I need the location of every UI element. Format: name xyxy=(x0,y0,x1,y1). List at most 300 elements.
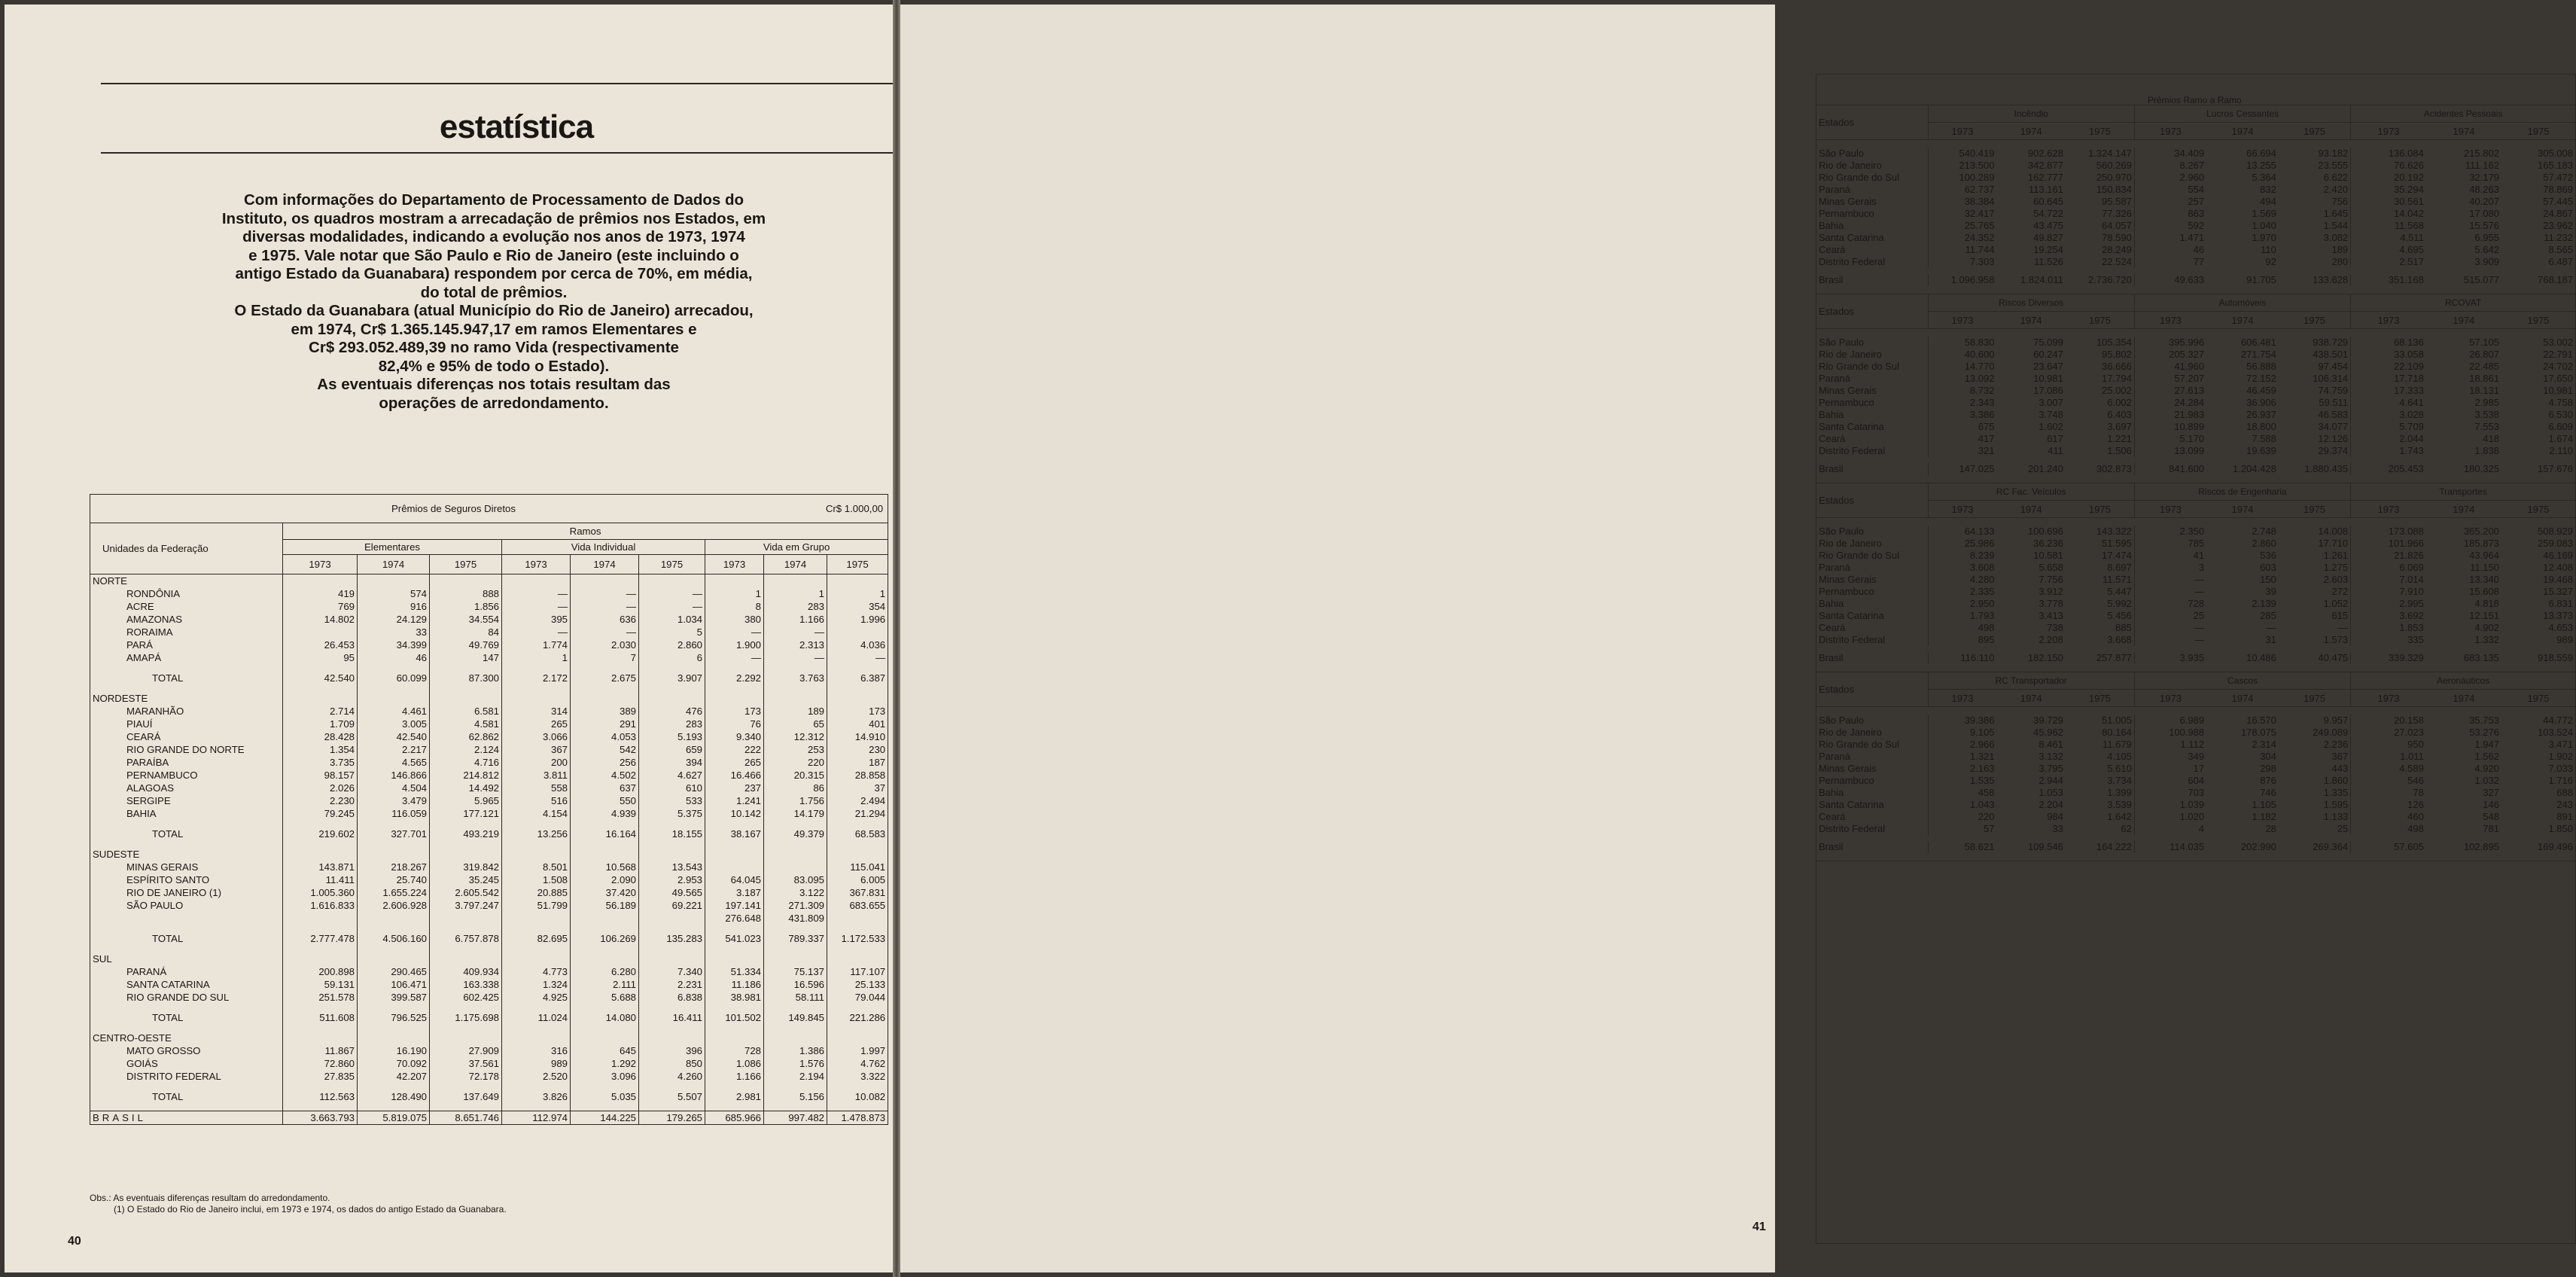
value-cell: 2.494 xyxy=(827,794,888,807)
ramo-group-header: RC Fac. Veículos xyxy=(1928,483,2134,501)
value-cell: 11.526 xyxy=(2034,256,2063,267)
value-cell: 3.007 xyxy=(2039,397,2063,408)
intro-line: antigo Estado da Guanabara) respondem por cerca de 70%, em média, xyxy=(235,265,753,282)
value-cell: 18.861 xyxy=(2469,373,2499,384)
value-cell: 13.373 xyxy=(2543,610,2573,621)
value-cell: 147 xyxy=(430,651,502,664)
brasil-cell: 57.605 xyxy=(2351,841,2426,853)
total-cell: 18.155 xyxy=(639,827,705,840)
value-cell: 1.576 xyxy=(764,1057,827,1070)
heading-rule xyxy=(101,152,895,154)
table-row xyxy=(1816,811,2575,823)
state-name: Rio de Janeiro xyxy=(1819,160,1882,171)
value-cell: 418 xyxy=(2483,433,2499,444)
value-cell: 17 xyxy=(2134,763,2206,775)
table-row xyxy=(1816,196,2575,208)
value-cell: 97.454 xyxy=(2318,361,2349,372)
value-cell xyxy=(502,912,571,925)
year-header: 1974 xyxy=(358,555,430,574)
year-header: 1974 xyxy=(2206,312,2279,329)
table-row xyxy=(90,1070,888,1083)
value-cell: 51.005 xyxy=(2102,715,2132,726)
table-row xyxy=(1816,184,2575,196)
value-cell: 16.466 xyxy=(705,769,764,782)
empty-cell xyxy=(502,952,571,965)
brasil-cell: 2.736.720 xyxy=(2087,274,2132,285)
state-name: São Paulo xyxy=(1819,337,1864,348)
value-cell: 189 xyxy=(2331,244,2349,255)
empty-cell xyxy=(827,952,888,965)
brasil-cell: 49.633 xyxy=(2134,274,2206,286)
table-row xyxy=(1816,373,2575,385)
state-name: SANTA CATARINA xyxy=(126,979,210,990)
value-cell: 178.075 xyxy=(2240,727,2276,738)
intro-line: Com informações do Departamento de Processamento de Dados do xyxy=(243,191,744,209)
intro-line: As eventuais diferenças nos totais resultam das xyxy=(317,376,671,393)
state-name: Distrito Federal xyxy=(1819,256,1886,267)
value-cell: 256 xyxy=(571,756,639,769)
brasil-cell: 8.651.746 xyxy=(430,1111,502,1125)
year-header: 1973 xyxy=(2351,690,2426,707)
value-cell: — xyxy=(764,626,827,638)
value-cell: 1.900 xyxy=(705,638,764,651)
value-cell: 4.641 xyxy=(2351,397,2426,409)
table-row xyxy=(1816,538,2575,550)
total-cell: 14.080 xyxy=(571,1011,639,1024)
value-cell: 173 xyxy=(705,705,764,718)
value-cell: 222 xyxy=(705,743,764,756)
value-cell: 1.970 xyxy=(2252,232,2276,243)
value-cell: 265 xyxy=(502,718,571,730)
year-header: 1974 xyxy=(571,555,639,574)
value-cell: 3.096 xyxy=(571,1070,639,1083)
value-cell: 78.869 xyxy=(2543,184,2573,195)
table-row xyxy=(90,743,888,756)
value-cell: 409.934 xyxy=(430,965,502,978)
value-cell: 34.554 xyxy=(430,613,502,626)
value-cell: 542 xyxy=(571,743,639,756)
value-cell: 19.639 xyxy=(2246,445,2276,456)
value-cell: 285 xyxy=(2260,610,2276,621)
value-cell: 3.748 xyxy=(2039,409,2063,420)
value-cell: 146.866 xyxy=(358,769,430,782)
year-header: 1974 xyxy=(2206,690,2279,707)
value-cell: 111.162 xyxy=(2465,160,2499,171)
value-cell: 8.565 xyxy=(2548,244,2573,255)
value-cell: 17.794 xyxy=(2102,373,2132,384)
value-cell: 4.105 xyxy=(2107,751,2132,762)
value-cell: 200.898 xyxy=(283,965,358,978)
value-cell: 40.600 xyxy=(1928,349,1996,361)
value-cell: 21.826 xyxy=(2351,550,2426,562)
table-row xyxy=(90,600,888,613)
value-cell: 1.508 xyxy=(502,873,571,886)
total-cell: 221.286 xyxy=(827,1011,888,1024)
value-cell: 769 xyxy=(283,600,358,613)
value-cell: 2.111 xyxy=(571,978,639,991)
value-cell: 550 xyxy=(571,794,639,807)
value-cell: 1.471 xyxy=(2134,232,2206,244)
state-name: RIO GRANDE DO SUL xyxy=(126,992,230,1003)
value-cell: 213.500 xyxy=(1928,160,1996,172)
value-cell: 19.468 xyxy=(2543,574,2573,585)
group-elementares: Elementares xyxy=(283,540,502,555)
value-cell: 37.561 xyxy=(430,1057,502,1070)
value-cell: 4.653 xyxy=(2548,622,2573,633)
brasil-cell: 10.486 xyxy=(2246,652,2276,663)
value-cell: 5.364 xyxy=(2252,172,2276,183)
value-cell: 4.565 xyxy=(358,756,430,769)
value-cell: 574 xyxy=(358,587,430,600)
value-cell: 28.249 xyxy=(2102,244,2132,255)
ramo-group-header: Riscos Diversos xyxy=(1928,294,2134,312)
state-name: AMAPÁ xyxy=(126,652,162,663)
value-cell: 617 xyxy=(2047,433,2063,444)
total-cell: 87.300 xyxy=(430,672,502,684)
value-cell: — xyxy=(2338,622,2349,633)
region-row xyxy=(90,952,888,965)
total-cell: 11.024 xyxy=(502,1011,571,1024)
value-cell: 3.028 xyxy=(2351,409,2426,421)
book-spine xyxy=(893,0,900,1277)
value-cell: 205.327 xyxy=(2134,349,2206,361)
value-cell: 5.375 xyxy=(639,807,705,820)
value-cell: 1.774 xyxy=(502,638,571,651)
value-cell xyxy=(283,912,358,925)
value-cell: 11.571 xyxy=(2103,574,2132,585)
value-cell: 43.964 xyxy=(2469,550,2499,561)
value-cell: 10.581 xyxy=(2033,550,2063,561)
total-cell: 49.379 xyxy=(764,827,827,840)
empty-cell xyxy=(283,952,358,965)
value-cell: 6.581 xyxy=(430,705,502,718)
value-cell: 1.793 xyxy=(1928,610,1996,622)
brasil-cell: 302.873 xyxy=(2096,463,2132,474)
intro-line: 82,4% e 95% de todo o Estado). xyxy=(378,357,610,375)
state-name: Paraná xyxy=(1819,373,1850,384)
value-cell: 115.041 xyxy=(827,861,888,873)
state-name: RIO GRANDE DO NORTE xyxy=(126,744,245,755)
value-cell: 2.163 xyxy=(1928,763,1996,775)
table-row xyxy=(90,794,888,807)
value-cell: 290.465 xyxy=(358,965,430,978)
value-cell: 11.411 xyxy=(283,873,358,886)
intro-line: Cr$ 293.052.489,39 no ramo Vida (respectivamente xyxy=(309,339,679,356)
value-cell: 271.754 xyxy=(2240,349,2276,360)
brasil-row xyxy=(1816,652,2575,664)
table-row xyxy=(1816,775,2575,787)
value-cell: 4.511 xyxy=(2351,232,2426,244)
value-cell: 554 xyxy=(2134,184,2206,196)
empty-cell xyxy=(764,1032,827,1044)
value-cell: 280 xyxy=(2331,256,2349,267)
total-cell: 2.675 xyxy=(571,672,639,684)
value-cell: 2.966 xyxy=(1928,739,1996,751)
value-cell: 1.335 xyxy=(2323,787,2349,798)
value-cell: 17.086 xyxy=(2033,385,2063,396)
value-cell: 14.008 xyxy=(2318,526,2349,537)
state-name: Santa Catarina xyxy=(1819,232,1884,243)
table-row xyxy=(1816,409,2575,421)
total-cell: 493.219 xyxy=(430,827,502,840)
total-cell: 5.035 xyxy=(571,1090,639,1103)
value-cell: 3.082 xyxy=(2323,232,2349,243)
intro-text xyxy=(193,191,795,413)
value-cell: 5.170 xyxy=(2134,433,2206,445)
value-cell: 23.555 xyxy=(2318,160,2349,171)
value-cell: 3 xyxy=(2134,562,2206,574)
value-cell: 16.570 xyxy=(2246,715,2276,726)
total-cell: 135.283 xyxy=(639,932,705,945)
value-cell: 77.326 xyxy=(2102,208,2132,219)
total-label: TOTAL xyxy=(152,1012,184,1023)
value-cell: 106.471 xyxy=(358,978,430,991)
total-cell: 106.269 xyxy=(571,932,639,945)
value-cell: 5.688 xyxy=(571,991,639,1004)
value-cell: 33 xyxy=(358,626,430,638)
table-row xyxy=(1816,634,2575,646)
ramo-group-header: Lucros Cessantes xyxy=(2134,105,2350,123)
table-row xyxy=(1816,598,2575,610)
value-cell: 2.030 xyxy=(571,638,639,651)
value-cell: 2.026 xyxy=(283,782,358,794)
state-name: Paraná xyxy=(1819,562,1850,573)
brasil-cell: 257.877 xyxy=(2096,652,2132,663)
brasil-cell: 147.025 xyxy=(1928,463,1996,475)
value-cell: — xyxy=(2134,574,2206,586)
value-cell: 1.997 xyxy=(827,1044,888,1057)
value-cell: 24.867 xyxy=(2543,208,2573,219)
table-row xyxy=(90,587,888,600)
value-cell: 349 xyxy=(2134,751,2206,763)
value-cell: 14.179 xyxy=(764,807,827,820)
value-cell: 64.133 xyxy=(1928,526,1996,538)
value-cell: 57.472 xyxy=(2543,172,2573,183)
state-name: Bahia xyxy=(1819,787,1844,798)
value-cell: 41 xyxy=(2134,550,2206,562)
value-cell: 36.666 xyxy=(2102,361,2132,372)
state-name: Ceará xyxy=(1819,433,1846,444)
table-row xyxy=(90,756,888,769)
top-rule xyxy=(101,83,895,84)
value-cell: 22.791 xyxy=(2543,349,2573,360)
value-cell: 1.005.360 xyxy=(283,886,358,899)
region-row xyxy=(90,692,888,705)
brasil-row xyxy=(1816,463,2575,475)
table-row xyxy=(1816,787,2575,799)
value-cell: 703 xyxy=(2134,787,2206,799)
brasil-cell: 157.676 xyxy=(2538,463,2573,474)
year-header: 1973 xyxy=(1928,312,1996,329)
value-cell: 117.107 xyxy=(827,965,888,978)
state-name: Pernambuco xyxy=(1819,208,1874,219)
value-cell: 165.183 xyxy=(2538,160,2573,171)
value-cell: 6.280 xyxy=(571,965,639,978)
value-cell: 11.679 xyxy=(2103,739,2132,750)
value-cell: 1.716 xyxy=(2548,775,2573,786)
value-cell: 1.043 xyxy=(1928,799,1996,811)
value-cell: 64.057 xyxy=(2102,220,2132,231)
table-row xyxy=(1816,148,2575,160)
year-header: 1975 xyxy=(2501,501,2575,518)
year-header: 1975 xyxy=(2066,690,2134,707)
value-cell: 53.002 xyxy=(2543,337,2573,348)
brasil-cell: 91.705 xyxy=(2246,274,2276,285)
total-cell: 137.649 xyxy=(430,1090,502,1103)
value-cell: 36.236 xyxy=(2033,538,2063,549)
year-header: 1975 xyxy=(2066,123,2134,140)
year-header: 1974 xyxy=(2426,690,2501,707)
intro-line: Instituto, os quadros mostram a arrecadação de prêmios nos Estados, em xyxy=(221,209,766,227)
value-cell: 5.610 xyxy=(2107,763,2132,774)
value-cell: 1.756 xyxy=(764,794,827,807)
value-cell: 24.129 xyxy=(358,613,430,626)
value-cell: 1.032 xyxy=(2474,775,2499,786)
brasil-cell: 201.240 xyxy=(2027,463,2063,474)
year-header: 1975 xyxy=(2279,123,2351,140)
value-cell: 2.517 xyxy=(2351,256,2426,268)
value-cell: 48.263 xyxy=(2469,184,2499,195)
value-cell: 6.530 xyxy=(2548,409,2573,420)
value-cell: 26.453 xyxy=(283,638,358,651)
intro-line: O Estado da Guanabara (atual Município do Rio de Janeiro) arrecadou, xyxy=(234,302,754,319)
total-cell: 2.981 xyxy=(705,1090,764,1103)
value-cell: 74.759 xyxy=(2318,385,2349,396)
table-row xyxy=(1816,361,2575,373)
value-cell: 185.873 xyxy=(2463,538,2499,549)
value-cell: 1.011 xyxy=(2351,751,2426,763)
state-name: ACRE xyxy=(126,601,154,612)
brasil-cell: 112.974 xyxy=(502,1111,571,1125)
value-cell: 62.737 xyxy=(1928,184,1996,196)
value-cell: 46.583 xyxy=(2318,409,2349,420)
value-cell: 3.322 xyxy=(827,1070,888,1083)
total-cell: 82.695 xyxy=(502,932,571,945)
value-cell: 78 xyxy=(2351,787,2426,799)
value-cell: 659 xyxy=(639,743,705,756)
value-cell: 6.609 xyxy=(2548,421,2573,432)
value-cell: 2.420 xyxy=(2323,184,2349,195)
empty-cell xyxy=(639,574,705,588)
value-cell: 272 xyxy=(2331,586,2349,597)
value-cell: 7.588 xyxy=(2252,433,2276,444)
value-cell: 728 xyxy=(2134,598,2206,610)
year-header: 1974 xyxy=(764,555,827,574)
value-cell: 728 xyxy=(705,1044,764,1057)
empty-cell xyxy=(571,848,639,861)
value-cell: 265 xyxy=(705,756,764,769)
table-row xyxy=(90,886,888,899)
value-cell: 253 xyxy=(764,743,827,756)
value-cell: 10.142 xyxy=(705,807,764,820)
value-cell: 2.605.542 xyxy=(430,886,502,899)
brasil-cell: 841.600 xyxy=(2134,463,2206,475)
value-cell: 220 xyxy=(1928,811,1996,823)
value-cell: 7.910 xyxy=(2351,586,2426,598)
value-cell: 101.966 xyxy=(2351,538,2426,550)
state-name: Rio Grande do Sul xyxy=(1819,361,1899,372)
empty-cell xyxy=(502,574,571,588)
brasil-cell: 58.621 xyxy=(1928,841,1996,853)
value-cell: 33.058 xyxy=(2351,349,2426,361)
group-vida-em-grupo: Vida em Grupo xyxy=(705,540,888,555)
year-header: 1975 xyxy=(430,555,502,574)
value-cell: 1 xyxy=(502,651,571,664)
state-name: AMAZONAS xyxy=(126,614,183,625)
value-cell: 3.122 xyxy=(764,886,827,899)
premios-ramo-a-ramo-table xyxy=(1816,74,2576,1244)
value-cell: 560.269 xyxy=(2096,160,2132,171)
value-cell: 7.756 xyxy=(2039,574,2063,585)
value-cell: 3.735 xyxy=(283,756,358,769)
table-notes xyxy=(90,1193,767,1215)
value-cell: 22.524 xyxy=(2102,256,2132,267)
value-cell: 38.384 xyxy=(1928,196,1996,208)
value-cell: 46.169 xyxy=(2543,550,2573,561)
table-row xyxy=(1816,160,2575,172)
brasil-cell: 1.096.958 xyxy=(1928,274,1996,286)
value-cell: 3.132 xyxy=(2039,751,2063,762)
value-cell: 354 xyxy=(827,600,888,613)
value-cell: 35.753 xyxy=(2469,715,2499,726)
value-cell: 592 xyxy=(2134,220,2206,232)
value-cell: 2.860 xyxy=(2252,538,2276,549)
value-cell: 4.053 xyxy=(571,730,639,743)
value-cell: 1.386 xyxy=(764,1044,827,1057)
value-cell: 32.179 xyxy=(2469,172,2499,183)
table-row xyxy=(1816,739,2575,751)
value-cell: 76 xyxy=(705,718,764,730)
value-cell: 389 xyxy=(571,705,639,718)
year-header: 1973 xyxy=(2134,123,2206,140)
value-cell: 21.294 xyxy=(827,807,888,820)
total-label: TOTAL xyxy=(152,828,184,840)
value-cell: 43.475 xyxy=(2033,220,2063,231)
value-cell: 100.696 xyxy=(2027,526,2063,537)
total-cell: 511.608 xyxy=(283,1011,358,1024)
value-cell: — xyxy=(639,587,705,600)
state-name: São Paulo xyxy=(1819,715,1864,726)
value-cell: 2.044 xyxy=(2351,433,2426,445)
value-cell: 2.194 xyxy=(764,1070,827,1083)
year-header: 1975 xyxy=(2279,312,2351,329)
brasil-cell: 133.628 xyxy=(2313,274,2349,285)
value-cell: 1.221 xyxy=(2107,433,2132,444)
table-row xyxy=(1816,610,2575,622)
year-header: 1975 xyxy=(827,555,888,574)
value-cell: 95 xyxy=(283,651,358,664)
year-header: 1973 xyxy=(2134,501,2206,518)
value-cell: 5.642 xyxy=(2474,244,2499,255)
table-row xyxy=(90,638,888,651)
value-cell: 92 xyxy=(2265,256,2276,267)
value-cell: 40.207 xyxy=(2469,196,2499,207)
value-cell: 33 xyxy=(2052,823,2063,834)
value-cell: 1.321 xyxy=(1928,751,1996,763)
value-cell: 100.289 xyxy=(1928,172,1996,184)
value-cell: 69.221 xyxy=(639,899,705,912)
value-cell: 335 xyxy=(2351,634,2426,646)
year-header: 1973 xyxy=(2134,690,2206,707)
value-cell: 237 xyxy=(705,782,764,794)
region-name: SUL xyxy=(93,953,112,965)
value-cell: 13.099 xyxy=(2134,445,2206,457)
state-name: Santa Catarina xyxy=(1819,799,1884,810)
value-cell: 79.245 xyxy=(283,807,358,820)
value-cell: 39.386 xyxy=(1928,715,1996,727)
value-cell: 891 xyxy=(2556,811,2573,822)
empty-cell xyxy=(90,912,283,925)
